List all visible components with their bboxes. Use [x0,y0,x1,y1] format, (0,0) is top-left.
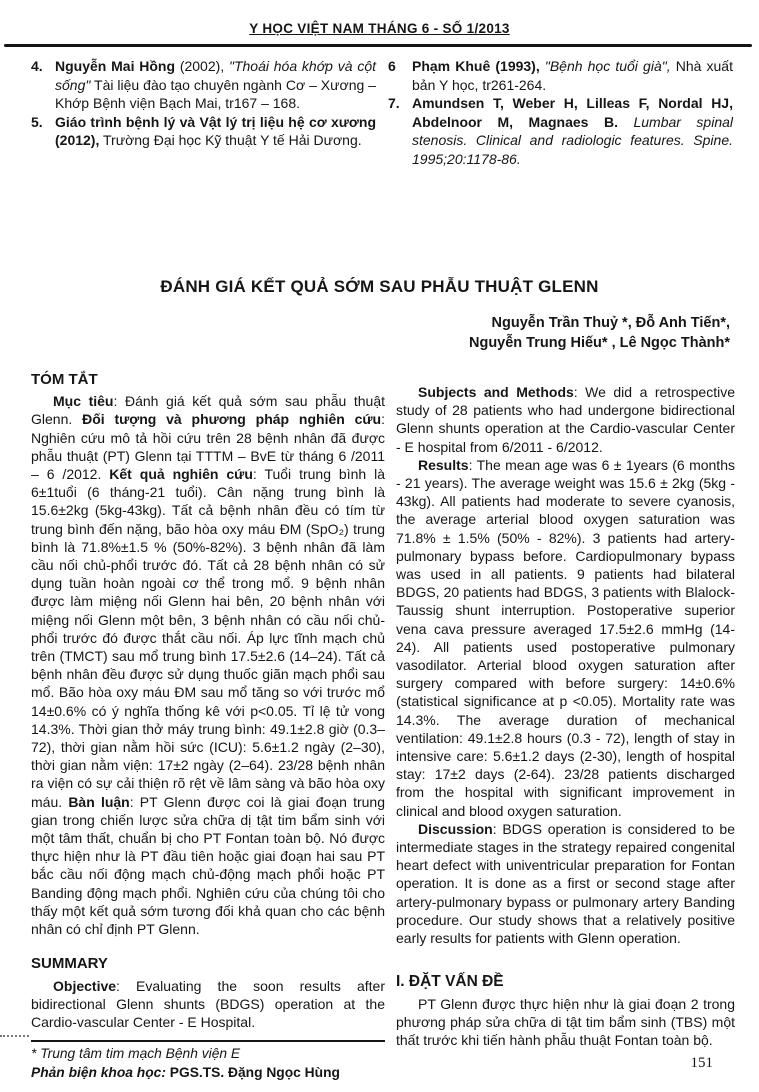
article-title: ĐÁNH GIÁ KẾT QUẢ SỚM SAU PHẪU THUẬT GLENN [160,277,599,296]
section-heading-datvande: I. ĐẶT VẤN ĐỀ [396,973,504,991]
reference-number: 5. [31,113,43,130]
abstract-paragraph-en-objective: Objective: Evaluating the soon results after bidirectional Glenn shunts (BDGS) operation at the Cardio-vascular Center - E Hospital. [31,977,385,1030]
reference-item [31,57,376,113]
reference-number: 6 [388,58,396,74]
article-body [31,371,735,1082]
reference-item [388,94,733,168]
left-column [31,371,385,1082]
reference-text: Giáo trình bệnh lý và Vật lý trị liệu hệ cơ xương (2012), Trường Đại học Kỹ thuật Y tế Hải Dương. [55,113,376,149]
author-list [469,313,730,353]
footnote-reviewer [31,1064,385,1083]
footnote-affiliation: * Trung tâm tim mạch Bệnh viện E [31,1046,241,1062]
footnote-reviewer-name: PGS.TS. Đặng Ngọc Hùng [165,1064,340,1080]
paragraph-discussion: Discussion: BDGS operation is considered to be intermediate stages in the strategy repaired congenital heart defect with univentricular preparation for Fontan operation. It is done as a first or second stage after artery-pulmonary bypass or pulmonary artery Banding procedure. Our study shows that a relatively positive early results for patients with Glenn operation. [396,820,735,947]
right-column [396,371,735,1082]
journal-running-head [0,21,759,36]
abstract-paragraph-vi: Mục tiêu: Đánh giá kết quả sớm sau phẫu thuật Glenn. Đối tượng và phương pháp nghiên cứu: Nghiên cứu mô tả hồi cứu trên 28 bệnh nhân đã được phẫu thuật (PT) Glenn tại TTTM – BvE từ tháng 6 /2011 – 6 /2012. Kết quả nghiên cứu: Tuổi trung bình là 6±1tuổi (6 tháng-21 tuổi). Cân nặng trung bình là 15.6±2kg (5kg-43kg). Tất cả bệnh nhân đều có tím từ trung bình đến nặng, bão hòa oxy máu ĐM (SpO₂) trung bình là 71.8%±1.5 % (50%-82%). 3 bệnh nhân đã làm cầu nối chủ-phổi trước đó. Tất cả 28 bệnh nhân có sử dụng tuần hoàn ngoài cơ thể trong mổ. 9 bệnh nhân được làm miệng nối Glenn hai bên, 20 bệnh nhân với miệng nối Glenn một bên, 3 bệnh nhân có cầu nối chủ-phổi trước đó được thắt cầu nối. Áp lực tĩnh mạch chủ trên (TMCT) sau mổ trung bình 17.5±2.6 (14–24). Tất cả bệnh nhân đều được sử dụng thuốc giãn mạch phổi sau mổ. Bão hòa oxy máu ĐM sau mổ tăng so với trước mổ 14±0.6% có ý nghĩa thống kê với p<0.05. Tỉ lệ tử vong 14.3%. Thời gian thở máy trung bình: 49.1±2.8 giờ (0.3–72), thời gian nằm hồi sức (ICU): 5.6±1.2 ngày (2–30), thời gian nằm viện: 17±2 ngày (2–64). 23/28 bệnh nhân ra viện có sự cải thiện rõ rệt về lâm sàng và bão hòa oxy máu. Bàn luận: PT Glenn được coi là giai đoạn trung gian trong chiến lược sửa chữa dị tật tim bẩm sinh với một tâm thất, chuẩn bị cho PT Fontan toàn bộ. Nó được thực hiện như là PT đầu tiên hoặc giai đoạn hai sau PT bắc cầu nối động mạch chủ-động mạch phổi hoặc PT Banding động mạch phổi. Nghiên cứu của chúng tôi cho thấy một kết quả sớm tương đối khả quan cho các bệnh nhân có chỉ định PT Glenn. [31,393,386,938]
reference-number: 7. [388,95,400,112]
footnote-block [31,1040,385,1082]
references-left-column [31,57,376,169]
reference-text: Phạm Khuê (1993), "Bệnh học tuổi già", Nhà xuất bản Y học, tr261-264. [412,58,733,93]
page-number: 151 [690,1055,713,1071]
section-heading-summary: SUMMARY [31,955,108,973]
reference-text: Amundsen T, Weber H, Lilleas F, Nordal HJ, Abdelnoor M, Magnaes B. Lumbar spinal stenosis. Clinical and radiologic features. Spine. 1995;20:1178-86. [412,95,733,167]
section-heading-tomtat: TÓM TẮT [31,371,98,388]
paragraph-datvande: PT Glenn được thực hiện như là giai đoạn 2 trong phương pháp sửa chữa di tật tim bẩm sinh (TBS) một thất trước khi tiến hành phẫu thuật Fontan toàn bộ. [396,995,735,1048]
references-block [31,57,733,169]
margin-dots-artifact [0,1035,29,1037]
reference-number: 4. [31,58,43,74]
header-rule [4,44,752,47]
reference-text: Nguyễn Mai Hồng (2002), "Thoái hóa khớp và cột sống" Tài liệu đào tạo chuyên ngành Cơ – Xương – Khớp Bệnh viện Bạch Mai, tr167 – 168. [55,58,376,112]
references-right-column [388,57,733,169]
author-line: Nguyễn Trung Hiếu* , Lê Ngọc Thành* [468,335,730,351]
author-line: Nguyễn Trần Thuỷ *, Đỗ Anh Tiến*, [491,315,730,331]
reference-item [388,57,733,94]
paragraph-subjects-methods: Subjects and Methods: We did a retrospective study of 28 patients who had undergone bidirectional Glenn shunts operation at the Cardio-vascular Center - E hospital from 6/2011 - 6/2012. [396,384,735,455]
paragraph-results: Results: The mean age was 6 ± 1years (6 months - 21 years). The average weight was 15.6 ± 2kg (5kg - 43kg). All patients had moderate to severe cyanosis, the average arterial blood oxygen saturation was 71.8% ± 1.5% (50% - 82%). 3 patients had artery-pulmonary bypass before. Cardiopulmonary bypass was used in all patients. 9 patients had bilateral BDGS, 20 patients had BDGS, 3 patients with Blalock-Taussig shunt interruption. Postoperative superior vena cava pressure averaged 17.5±2.6 mmHg (14-24). All patients used postoperative pulmonary vasodilator. Arterial blood oxygen saturation after surgery compared with before surgery: 14±0.6% (statistical significance at p <0.05). Mortality rate was 14.3%. The average duration of mechanical ventilation: 49.1±2.8 hours (0.3 - 72), length of stay in intensive care: 5.6±1.2 days (2-30), length of hospital stay: 17±2 days (2-64). 23/28 patients discharged from the hospital with significant improvement in clinical and blood oxygen saturation. [396,456,735,819]
reference-item [31,113,376,150]
journal-title: Y HỌC VIỆT NAM THÁNG 6 - SỐ 1/2013 [249,21,510,36]
footnote-reviewer-label: Phản biện khoa học: [31,1064,166,1080]
